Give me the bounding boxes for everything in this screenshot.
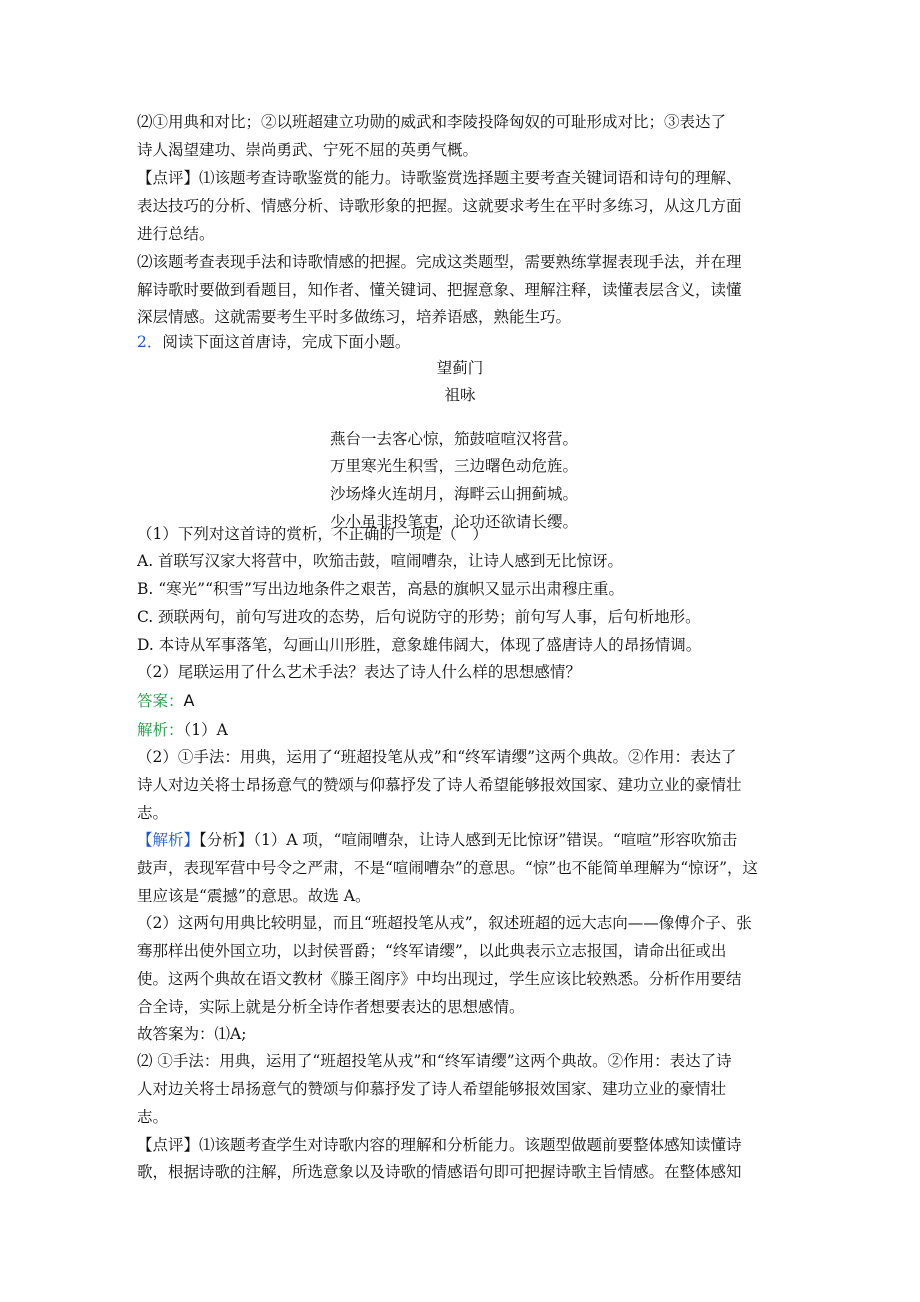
- final-answer-line-2: ⑵ ①手法：用典，运用了“班超投笔从戎”和“终军请缨”这两个典故。②作用：表达了诗: [137, 1052, 732, 1070]
- prev-answer-line-2: 诗人渴望建功、崇尚勇武、宁死不屈的英勇气概。: [137, 141, 479, 159]
- prev-comment-line-4: ⑵该题考查表现手法和诗歌情感的把握。完成这类题型，需要熟练掌握表现手法，并在理: [137, 253, 742, 271]
- comment-line-1: 【点评】⑴该题考查学生对诗歌内容的理解和分析能力。该题型做题前要整体感知读懂诗: [137, 1136, 742, 1154]
- poem-line-3: 沙场烽火连胡月，海畔云山拥蓟城。: [330, 484, 579, 503]
- option-a: A. 首联写汉家大将营中，吹笳击鼓，喧闹嘈杂，让诗人感到无比惊讶。: [137, 552, 624, 570]
- final-answer-line-4: 志。: [137, 1108, 169, 1126]
- option-d: D. 本诗从军事落笔，勾画山川形胜，意象雄伟阔大，体现了盛唐诗人的昂扬情调。: [137, 636, 702, 654]
- final-answer-line-3: 人对边关将士昂扬意气的赞颂与仰慕抒发了诗人希望能够报效国家、建功立业的豪情壮: [137, 1080, 727, 1098]
- prev-comment-line-1: 【点评】⑴该题考查诗歌鉴赏的能力。诗歌鉴赏选择题主要考查关键词语和诗句的理解、: [137, 169, 742, 187]
- final-answer-line-1: 故答案为：⑴A;: [137, 1025, 247, 1043]
- answer-value: A: [183, 691, 195, 710]
- question-prompt: 阅读下面这首唐诗，完成下面小题。: [162, 333, 411, 351]
- poem-line-2: 万里寒光生积雪，三边曙色动危旌。: [330, 456, 579, 475]
- jiexi-value: （1）A: [183, 721, 228, 739]
- option-b: B. “寒光”“积雪”写出边地条件之艰苦，高悬的旗帜又显示出肃穆庄重。: [137, 580, 624, 598]
- analysis-line-2: 鼓声，表现军营中号令之严肃，不是“喧闹嘈杂”的意思。“惊”也不能简单理解为“惊讶”，这: [137, 859, 759, 877]
- analysis-2-line-1: （2）这两句用典比较明显，而且“班超投笔从戎”，叙述班超的远大志向——像傅介子、张: [137, 914, 752, 932]
- analysis-line-3: 里应该是“震撼”的意思。故选 A。: [137, 887, 371, 905]
- poem-line-1: 燕台一去客心惊，笳鼓喧喧汉将营。: [330, 429, 579, 448]
- jiexi-2-line-3: 志。: [137, 804, 169, 822]
- jiexi-2-line-2: 诗人对边关将士昂扬意气的赞颂与仰慕抒发了诗人希望能够报效国家、建功立业的豪情壮: [137, 776, 742, 794]
- jiexi-label: 解析：: [137, 721, 184, 739]
- analysis-2-line-3: 使。这两个典故在语文教材《滕王阁序》中均出现过，学生应该比较熟悉。分析作用要结: [137, 970, 742, 988]
- answer-label: 答案：: [137, 692, 184, 710]
- option-c: C. 颈联两句，前句写进攻的态势，后句说防守的形势；前句写人事，后句析地形。: [137, 608, 701, 626]
- sub-question-2: （2）尾联运用了什么艺术手法？表达了诗人什么样的思想感情？: [137, 663, 581, 681]
- poem-line-4: 少小虽非投笔吏，论功还欲请长缨。: [330, 512, 579, 531]
- prev-comment-line-6: 深层情感。这就需要考生平时多做练习，培养语感，熟能生巧。: [137, 308, 572, 326]
- poem-title: 望蓟门: [436, 359, 484, 377]
- analysis-label: 【解析】: [137, 831, 200, 849]
- jiexi-line: [137, 716, 783, 744]
- analysis-2-line-4: 合全诗，实际上就是分析全诗作者想要表达的思想感情。: [137, 998, 525, 1016]
- prev-comment-line-3: 进行总结。: [137, 225, 215, 243]
- prev-comment-line-2: 表达技巧的分析、情感分析、诗歌形象的把握。这就要求考生在平时多练习，从这几方面: [137, 197, 742, 215]
- analysis-2-line-2: 骞那样出使外国立功，以封侯晋爵；“终军请缨”，以此典表示立志报国，请命出征或出: [137, 942, 727, 960]
- poem-author: 祖咏: [444, 386, 476, 404]
- analysis-line-1: [137, 826, 783, 854]
- question-2-header: [137, 328, 783, 356]
- comment-line-2: 歌，根据诗歌的注解，所选意象以及诗歌的情感语句即可把握诗歌主旨情感。在整体感知: [137, 1163, 742, 1181]
- jiexi-2-line-1: （2）①手法：用典，运用了“班超投笔从戎”和“终军请缨”这两个典故。②作用：表达了: [137, 748, 737, 766]
- analysis-text: 【分析】（1）A 项，“喧闹嘈杂，让诗人感到无比惊讶”错误。“喧喧”形容吹笳击: [199, 831, 738, 849]
- prev-answer-line-1: ⑵①用典和对比；②以班超建立功勋的威武和李陵投降匈奴的可耻形成对比；③表达了: [137, 113, 727, 131]
- prev-comment-line-5: 解诗歌时要做到看题目，知作者、懂关键词、把握意象、理解注释，读懂表层含义，读懂: [137, 281, 742, 299]
- question-number: 2．: [137, 333, 163, 351]
- answer-line: [137, 687, 783, 715]
- sub-question-1: （1）下列对这首诗的赏析，不正确的一项是（ ）: [137, 525, 488, 543]
